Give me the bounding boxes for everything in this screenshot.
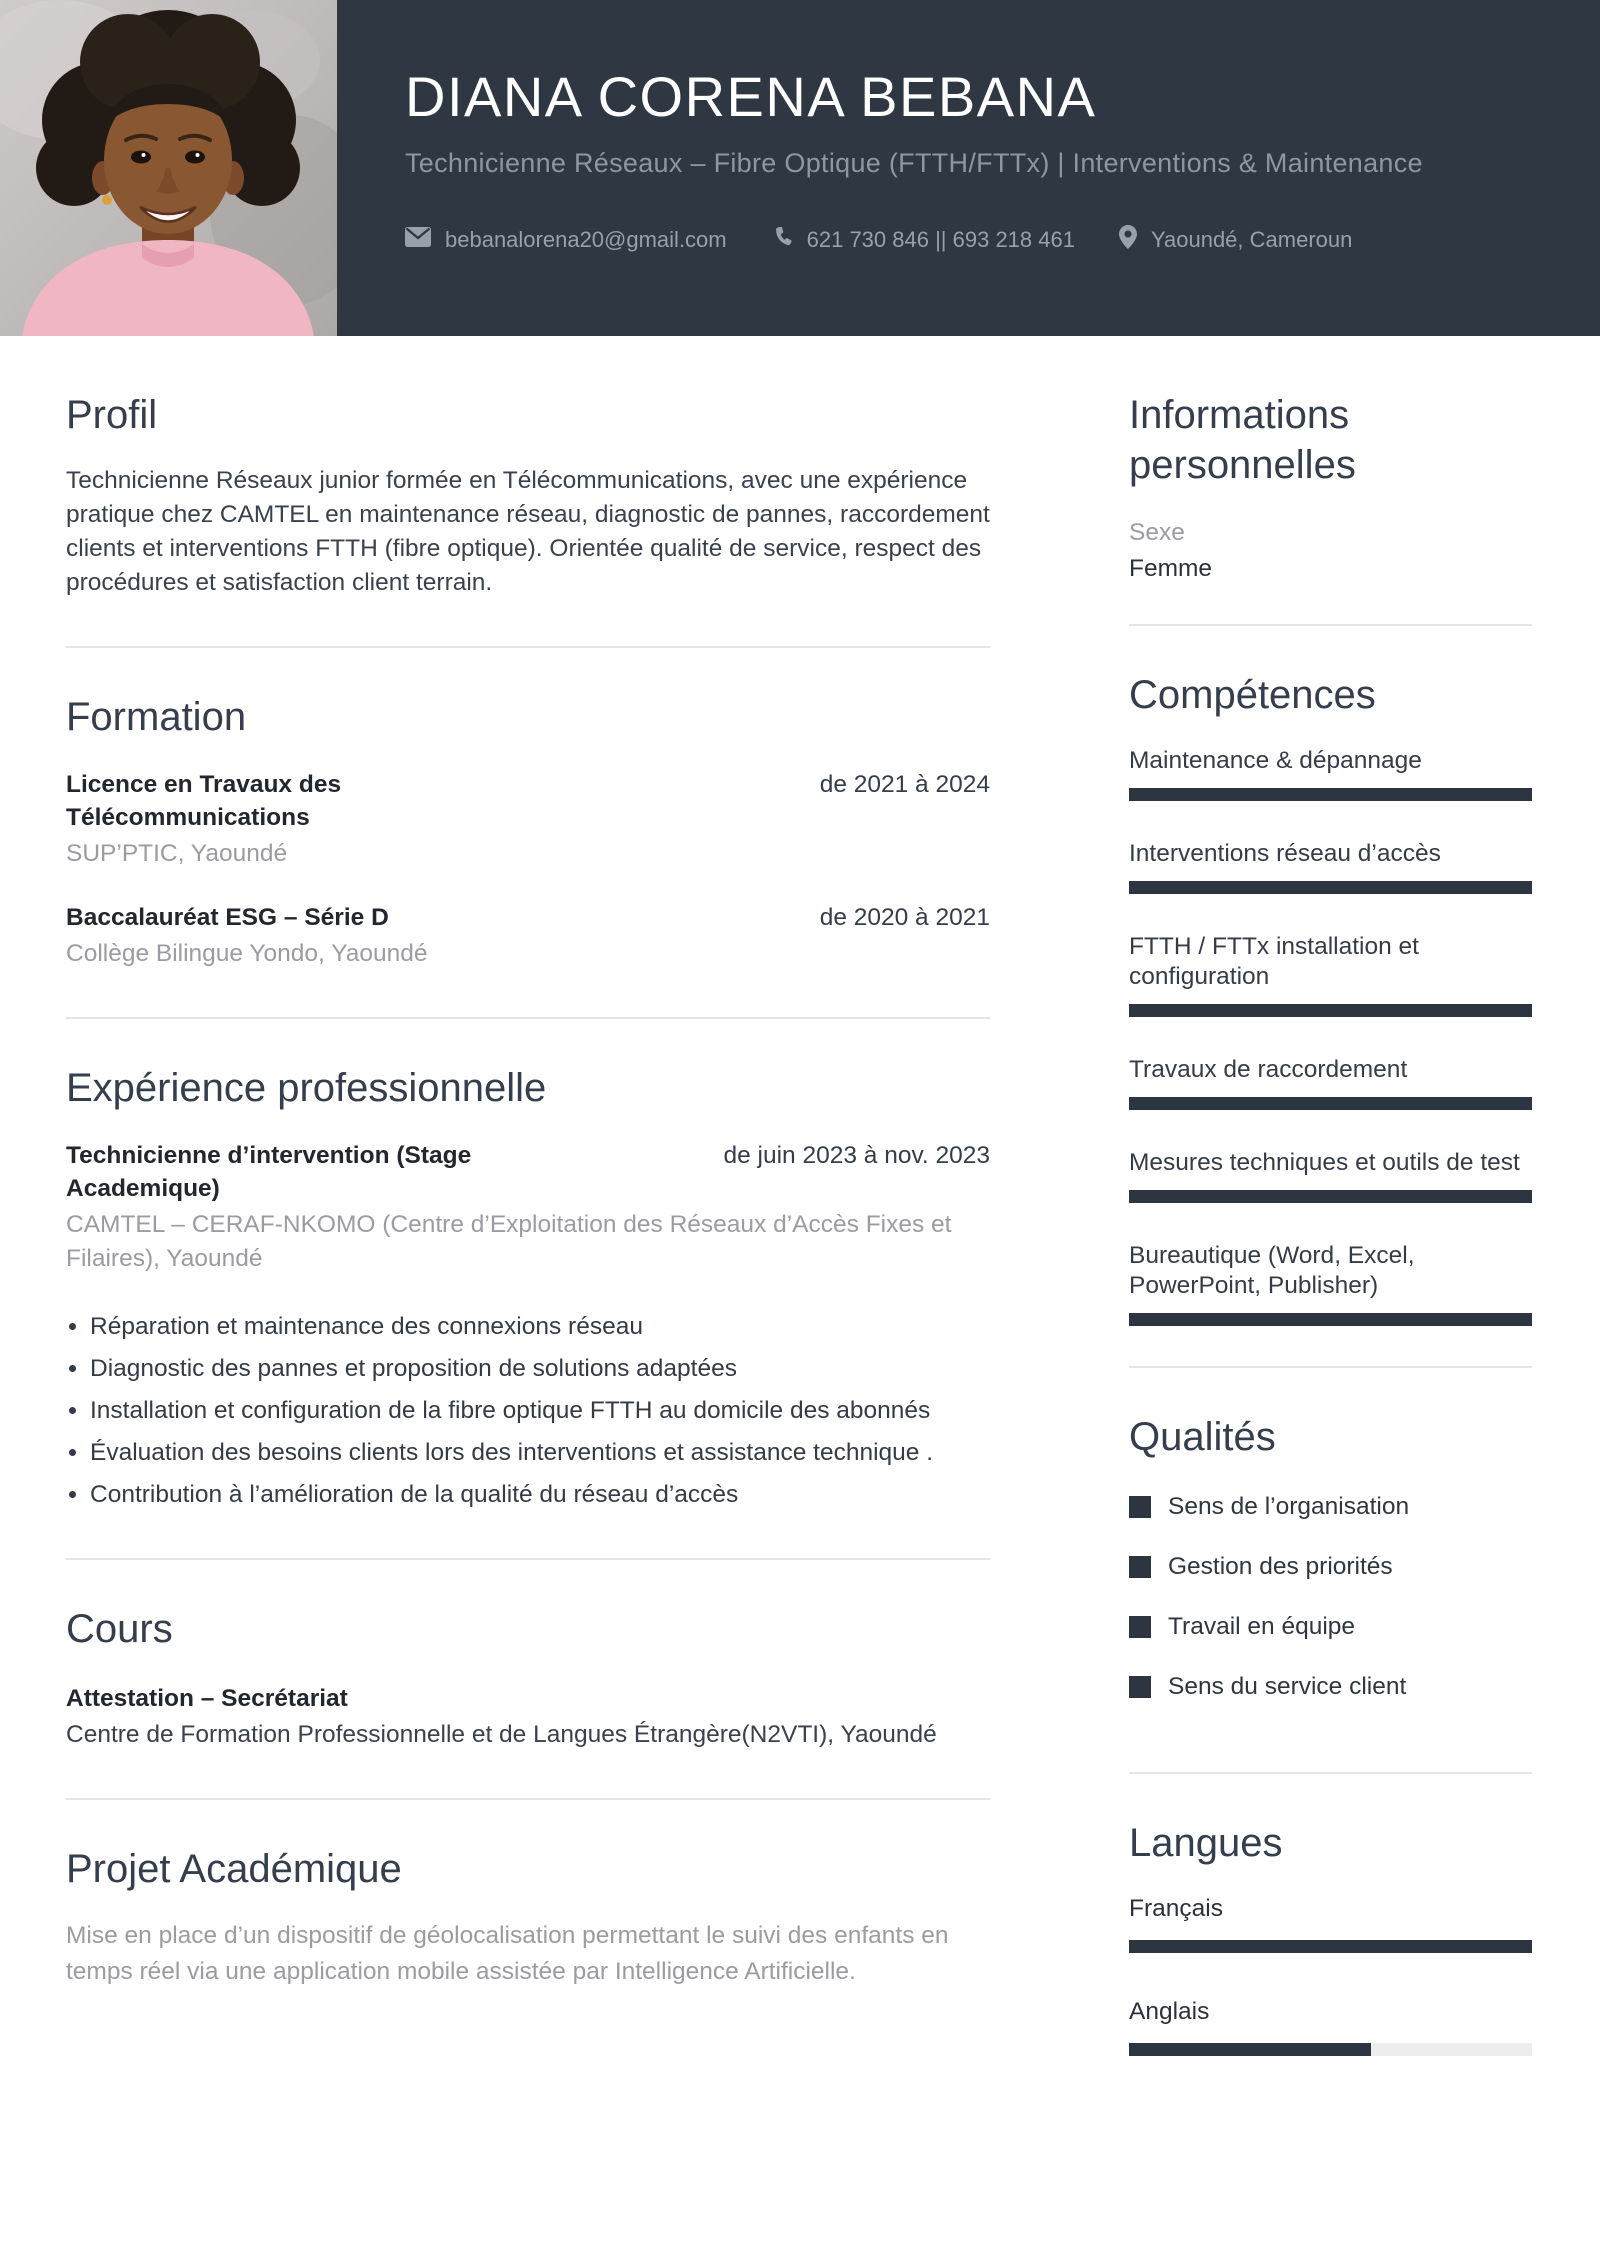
formation-entry [66, 901, 990, 971]
job-duties-list [66, 1310, 990, 1512]
quality-label: Gestion des priorités [1168, 1553, 1393, 1580]
degree-date: de 2020 à 2021 [819, 904, 990, 931]
job-dates: de juin 2023 à nov. 2023 [723, 1142, 990, 1169]
section-divider [66, 1798, 990, 1800]
skill-item [1129, 1055, 1532, 1110]
main-column [66, 336, 990, 1990]
language-bar-fill [1129, 1940, 1532, 1953]
skill-bar-track [1129, 1004, 1532, 1017]
section-competences [1129, 670, 1532, 1326]
degree-date: de 2021 à 2024 [819, 771, 990, 798]
language-bar-track [1129, 2043, 1532, 2056]
section-divider [66, 646, 990, 648]
projet-heading: Projet Académique [66, 1847, 402, 1891]
skill-bar-fill [1129, 881, 1532, 894]
skill-bar-track [1129, 881, 1532, 894]
skill-label: FTTH / FTTx installation et configuration [1129, 933, 1419, 990]
skill-bar-track [1129, 1190, 1532, 1203]
job-duty: • Installation et configuration de la fibre optique FTTH au domicile des abonnés [90, 1394, 990, 1428]
profile-photo-illustration [0, 0, 337, 336]
contact-location [1119, 225, 1352, 255]
quality-item [1129, 1612, 1532, 1642]
language-bar-fill [1129, 2043, 1371, 2056]
body-columns [0, 336, 1600, 2056]
skill-bar-track [1129, 1097, 1532, 1110]
competences-heading: Compétences [1129, 673, 1376, 717]
skill-item [1129, 746, 1532, 801]
experience-heading: Expérience professionnelle [66, 1066, 547, 1110]
header [0, 0, 1600, 336]
job-title: Technicienne Réseaux – Fibre Optique (FTTH/FTTx) | Interventions & Maintenance [405, 147, 1423, 178]
section-experience [66, 1063, 990, 1512]
section-profil [66, 390, 990, 600]
section-projet [66, 1844, 990, 1990]
square-bullet-icon [1129, 1496, 1151, 1518]
contact-row [405, 225, 1423, 255]
degree-title: Licence en Travaux des Télécommunications [66, 771, 342, 831]
skill-bar-fill [1129, 1313, 1532, 1326]
job-duty: • Contribution à l’amélioration de la qualité du réseau d’accès [90, 1478, 990, 1512]
side-column [1129, 336, 1532, 2056]
job-duty: • Réparation et maintenance des connexions réseau [90, 1310, 990, 1344]
skill-item [1129, 1148, 1532, 1203]
skill-item [1129, 839, 1532, 894]
formation-entry [66, 768, 990, 871]
job-duty: • Diagnostic des pannes et proposition de solutions adaptées [90, 1352, 990, 1386]
course-school: Centre de Formation Professionnelle et de Langues Étrangère(N2VTI), Yaoundé [66, 1721, 937, 1748]
page-title: DIANA CORENA BEBANA [405, 65, 1097, 128]
language-item [1129, 1997, 1532, 2056]
email-icon [405, 227, 431, 253]
job-position: Technicienne d’intervention (Stage Academique) [66, 1142, 472, 1202]
infos-heading: Informations personnelles [1129, 393, 1356, 487]
quality-item [1129, 1672, 1532, 1702]
skill-bar-track [1129, 788, 1532, 801]
section-formation [66, 692, 990, 971]
profile-photo [0, 0, 337, 336]
square-bullet-icon [1129, 1616, 1151, 1638]
section-divider [66, 1558, 990, 1560]
section-qualites [1129, 1412, 1532, 1702]
section-divider [1129, 1772, 1532, 1774]
skill-label: Travaux de raccordement [1129, 1056, 1408, 1083]
profil-heading: Profil [66, 393, 158, 437]
skill-item [1129, 1241, 1532, 1326]
email-text: bebanalorena20@gmail.com [445, 226, 727, 252]
section-infos-personnelles [1129, 390, 1532, 584]
section-langues [1129, 1818, 1532, 2056]
section-divider [66, 1017, 990, 1019]
skill-label: Maintenance & dépannage [1129, 747, 1422, 774]
experience-entry [66, 1139, 990, 1512]
section-divider [1129, 624, 1532, 626]
language-bar-track [1129, 1940, 1532, 1953]
skill-label: Mesures techniques et outils de test [1129, 1149, 1520, 1176]
projet-text: Mise en place d’un dispositif de géolocalisation permettant le suivi des enfants en temps réel via une application mobile assistée par Intelligence Artificielle. [66, 1922, 949, 1985]
quality-label: Sens du service client [1168, 1673, 1407, 1700]
skill-bar-fill [1129, 788, 1532, 801]
degree-title: Baccalauréat ESG – Série D [66, 904, 389, 931]
degree-school: Collège Bilingue Yondo, Yaoundé [66, 940, 428, 967]
quality-label: Sens de l’organisation [1168, 1493, 1410, 1520]
quality-item [1129, 1492, 1532, 1522]
qualites-heading: Qualités [1129, 1415, 1276, 1459]
header-text [337, 0, 1463, 336]
course-title: Attestation – Secrétariat [66, 1685, 348, 1712]
skill-label: Bureautique (Word, Excel, PowerPoint, Publisher) [1129, 1242, 1415, 1299]
profil-text: Technicienne Réseaux junior formée en Télécommunications, avec une expérience pratique chez CAMTEL en maintenance réseau, diagnostic de pannes, raccordement clients et interventions FTTH (fibre optique). Orientée qualité de service, respect des procédures et satisfaction client terrain. [66, 467, 990, 596]
phone-icon [771, 226, 793, 254]
language-label: Anglais [1129, 1998, 1210, 2025]
location-pin-icon [1119, 225, 1137, 255]
info-label-sexe: Sexe [1129, 519, 1185, 546]
skill-bar-track [1129, 1313, 1532, 1326]
skill-bar-fill [1129, 1190, 1532, 1203]
language-item [1129, 1894, 1532, 1953]
skill-bar-fill [1129, 1097, 1532, 1110]
info-value-sexe: Femme [1129, 555, 1213, 582]
skill-label: Interventions réseau d’accès [1129, 840, 1441, 867]
contact-phone [771, 226, 1075, 254]
language-label: Français [1129, 1895, 1223, 1922]
langues-heading: Langues [1129, 1821, 1283, 1865]
job-company: CAMTEL – CERAF-NKOMO (Centre d’Exploitation des Réseaux d’Accès Fixes et Filaires), Yaoundé [66, 1211, 952, 1272]
square-bullet-icon [1129, 1556, 1151, 1578]
section-divider [1129, 1366, 1532, 1368]
degree-school: SUP’PTIC, Yaoundé [66, 840, 288, 867]
square-bullet-icon [1129, 1676, 1151, 1698]
contact-email [405, 227, 727, 253]
job-duty: • Évaluation des besoins clients lors des interventions et assistance technique . [90, 1436, 990, 1470]
skill-item [1129, 932, 1532, 1017]
cours-heading: Cours [66, 1607, 173, 1651]
section-cours [66, 1604, 990, 1752]
phone-text: 621 730 846 || 693 218 461 [806, 226, 1075, 252]
formation-heading: Formation [66, 695, 247, 739]
location-text: Yaoundé, Cameroun [1150, 226, 1353, 252]
quality-label: Travail en équipe [1168, 1613, 1356, 1640]
quality-item [1129, 1552, 1532, 1582]
skill-bar-fill [1129, 1004, 1532, 1017]
